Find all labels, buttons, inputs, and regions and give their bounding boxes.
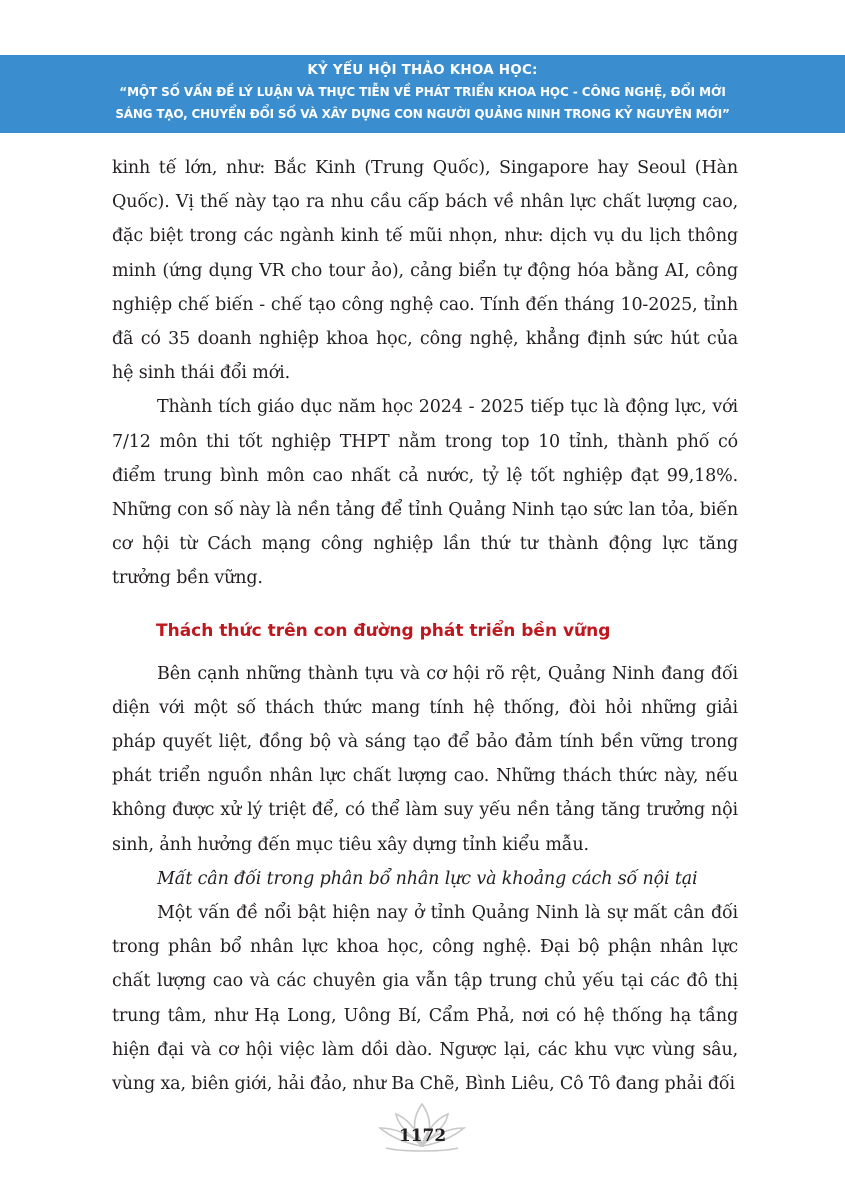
page-number: 1172 [398, 1126, 447, 1146]
subheading: Mất cân đối trong phân bổ nhân lực và khoảng cách số nội tại [157, 868, 698, 889]
header-subtitle-line-2: SÁNG TẠO, CHUYỂN ĐỔI SỐ VÀ XÂY DỰNG CON NGƯỜI QUẢNG NINH TRONG KỶ NGUYÊN MỚI” [115, 107, 730, 121]
header-title: KỶ YẾU HỘI THẢO KHOA HỌC: [307, 62, 538, 78]
paragraph-2: Thành tích giáo dục năm học 2024 - 2025 tiếp tục là động lực, với 7/12 môn thi tốt nghiệp THPT nằm trong top 10 tỉnh, thành phố có điểm trung bình môn cao nhất cả nước, tỷ lệ tốt nghiệp đạt 99,18%. Những con số này là nền tảng để tỉnh Quảng Ninh tạo sức lan tỏa, biến cơ hội từ Cách mạng công nghiệp lần thứ tư thành động lực tăng trưởng bền vững. [112, 397, 738, 589]
paragraph-4: Một vấn đề nổi bật hiện nay ở tỉnh Quảng Ninh là sự mất cân đối trong phân bổ nhân lực khoa học, công nghệ. Đại bộ phận nhân lực chất lượng cao và các chuyên gia vẫn tập trung chủ yếu tại các đô thị trung tâm, như Hạ Long, Uông Bí, Cẩm Phả, nơi có hệ thống hạ tầng hiện đại và cơ hội việc làm dồi dào. Ngược lại, các khu vực vùng sâu, vùng xa, biên giới, hải đảo, như Ba Chẽ, Bình Liêu, Cô Tô đang phải đối [112, 903, 738, 1095]
page-footer [0, 1100, 845, 1170]
section-heading: Thách thức trên con đường phát triển bền vững [156, 620, 611, 641]
article-body [112, 151, 738, 1101]
paragraph-1: kinh tế lớn, như: Bắc Kinh (Trung Quốc), Singapore hay Seoul (Hàn Quốc). Vị thế này tạo ra nhu cầu cấp bách về nhân lực chất lượng cao, đặc biệt trong các ngành kinh tế mũi nhọn, như: dịch vụ du lịch thông minh (ứng dụng VR cho tour ảo), cảng biển tự động hóa bằng AI, công nghiệp chế biến - chế tạo công nghệ cao. Tính đến tháng 10-2025, tỉnh đã có 35 doanh nghiệp khoa học, công nghệ, khẳng định sức hút của hệ sinh thái đổi mới. [112, 158, 738, 384]
header-subtitle-line-1: “MỘT SỐ VẤN ĐỀ LÝ LUẬN VÀ THỰC TIỄN VỀ PHÁT TRIỂN KHOA HỌC - CÔNG NGHỆ, ĐỔI MỚI [119, 85, 726, 99]
paragraph-3: Bên cạnh những thành tựu và cơ hội rõ rệt, Quảng Ninh đang đối diện với một số thách thức mang tính hệ thống, đòi hỏi những giải pháp quyết liệt, đồng bộ và sáng tạo để bảo đảm tính bền vững trong phát triển nguồn nhân lực chất lượng cao. Những thách thức này, nếu không được xử lý triệt để, có thể làm suy yếu nền tảng tăng trưởng nội sinh, ảnh hưởng đến mục tiêu xây dựng tỉnh kiểu mẫu. [112, 663, 738, 855]
